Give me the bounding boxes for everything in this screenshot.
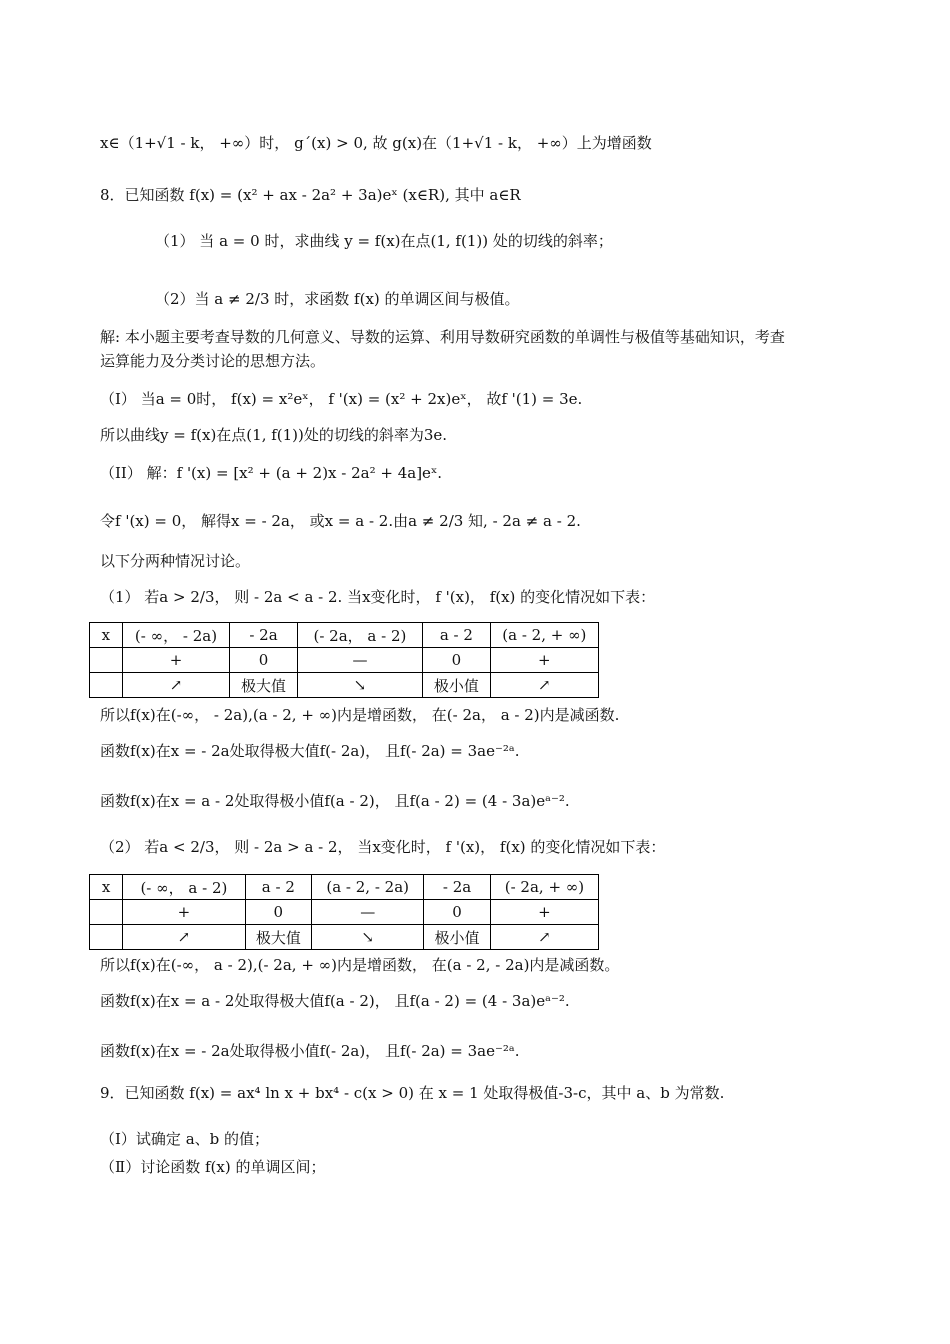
problem-8-statement: 8．已知函数 f(x) = (x² + ax - 2a² + 3a)eˣ (x∈R), 其中 a∈R xyxy=(100,186,521,204)
table-cell xyxy=(90,925,123,950)
table-cell: + xyxy=(490,648,598,673)
table-cell: + xyxy=(122,648,229,673)
table-cell: (a - 2, + ∞) xyxy=(490,623,598,648)
table-cell: a - 2 xyxy=(245,875,312,900)
table-row xyxy=(90,875,599,900)
table-cell: x xyxy=(90,623,123,648)
variation-table-1 xyxy=(89,622,599,698)
table-cell: 0 xyxy=(423,648,491,673)
table-cell xyxy=(90,648,123,673)
case-2-maximum: 函数f(x)在x = a - 2处取得极大值f(a - 2)， 且f(a - 2) = (4 - 3a)eᵃ⁻². xyxy=(100,992,570,1010)
table-cell: ↗ xyxy=(123,925,245,950)
table-row xyxy=(90,673,599,698)
table-cell: ↗ xyxy=(490,673,598,698)
table-cell: 极大值 xyxy=(230,673,298,698)
case-discussion-intro: 以下分两种情况讨论。 xyxy=(100,552,251,570)
table-cell: 0 xyxy=(245,900,312,925)
solution-intro-line-2: 运算能力及分类讨论的思想方法。 xyxy=(100,352,326,370)
case-2-monotonicity: 所以f(x)在(-∞， a - 2),(- 2a, + ∞)内是增函数， 在(a - 2, - 2a)内是减函数。 xyxy=(100,956,620,974)
table-cell: ↗ xyxy=(122,673,229,698)
table-cell: 极小值 xyxy=(424,925,491,950)
case-1-condition: （1） 若a > 2/3， 则 - 2a < a - 2. 当x变化时， f '(x)， f(x) 的变化情况如下表： xyxy=(100,588,656,606)
table-cell xyxy=(90,900,123,925)
table-cell: + xyxy=(490,900,598,925)
table-row xyxy=(90,623,599,648)
table-cell: ↘ xyxy=(312,925,424,950)
table-cell: (a - 2, - 2a) xyxy=(312,875,424,900)
case-1-maximum: 函数f(x)在x = - 2a处取得极大值f(- 2a)， 且f(- 2a) = 3ae⁻²ᵃ. xyxy=(100,742,520,760)
table-cell: 0 xyxy=(230,648,298,673)
table-cell: 0 xyxy=(424,900,491,925)
table-row xyxy=(90,925,599,950)
text-line-1: x∈（1+√1 - k， +∞）时， g´(x) > 0, 故 g(x)在（1+√1 - k， +∞）上为增函数 xyxy=(100,134,652,152)
problem-9-part-2: （Ⅱ）讨论函数 f(x) 的单调区间； xyxy=(100,1158,326,1176)
case-1-minimum: 函数f(x)在x = a - 2处取得极小值f(a - 2)， 且f(a - 2) = (4 - 3a)eᵃ⁻². xyxy=(100,792,570,810)
table-row xyxy=(90,900,599,925)
table-cell: 极小值 xyxy=(423,673,491,698)
table-cell: — xyxy=(312,900,424,925)
table-cell: 极大值 xyxy=(245,925,312,950)
table-cell: a - 2 xyxy=(423,623,491,648)
table-cell: x xyxy=(90,875,123,900)
solution-intro-line-1: 解: 本小题主要考查导数的几何意义、导数的运算、利用导数研究函数的单调性与极值等基础知识，考查 xyxy=(100,328,785,346)
table-cell: (- ∞， a - 2) xyxy=(123,875,245,900)
problem-8-part-2: （2）当 a ≠ 2/3 时，求函数 f(x) 的单调区间与极值。 xyxy=(155,290,520,308)
table-cell: + xyxy=(123,900,245,925)
table-cell: (- 2a， a - 2) xyxy=(297,623,422,648)
case-2-minimum: 函数f(x)在x = - 2a处取得极小值f(- 2a)， 且f(- 2a) = 3ae⁻²ᵃ. xyxy=(100,1042,520,1060)
solution-critical-points: 令f '(x) = 0， 解得x = - 2a， 或x = a - 2.由a ≠ 2/3 知, - 2a ≠ a - 2. xyxy=(100,512,581,530)
case-1-monotonicity: 所以f(x)在(-∞， - 2a),(a - 2, + ∞)内是增函数， 在(- 2a， a - 2)内是减函数. xyxy=(100,706,620,724)
solution-part-1: （I） 当a = 0时， f(x) = x²eˣ， f '(x) = (x² + 2x)eˣ， 故f '(1) = 3e. xyxy=(100,390,583,408)
table-cell: (- ∞， - 2a) xyxy=(122,623,229,648)
table-cell: ↘ xyxy=(297,673,422,698)
case-2-condition: （2） 若a < 2/3， 则 - 2a > a - 2， 当x变化时， f '(x)， f(x) 的变化情况如下表： xyxy=(100,838,666,856)
table-cell: — xyxy=(297,648,422,673)
table-cell: ↗ xyxy=(490,925,598,950)
solution-part-1-conclusion: 所以曲线y = f(x)在点(1, f(1))处的切线的斜率为3e. xyxy=(100,426,448,444)
table-cell: - 2a xyxy=(230,623,298,648)
problem-8-part-1: （1） 当 a = 0 时，求曲线 y = f(x)在点(1, f(1)) 处的切线的斜率； xyxy=(155,232,613,250)
solution-part-2-derivative: （II） 解：f '(x) = [x² + (a + 2)x - 2a² + 4a]eˣ. xyxy=(100,464,443,482)
problem-9-statement: 9．已知函数 f(x) = ax⁴ ln x + bx⁴ - c(x > 0) 在 x = 1 处取得极值-3-c，其中 a、b 为常数. xyxy=(100,1084,725,1102)
table-cell: (- 2a, + ∞) xyxy=(490,875,598,900)
variation-table-2 xyxy=(89,874,599,950)
problem-9-part-1: （Ⅰ）试确定 a、b 的值； xyxy=(100,1130,270,1148)
table-row xyxy=(90,648,599,673)
table-cell xyxy=(90,673,123,698)
table-cell: - 2a xyxy=(424,875,491,900)
